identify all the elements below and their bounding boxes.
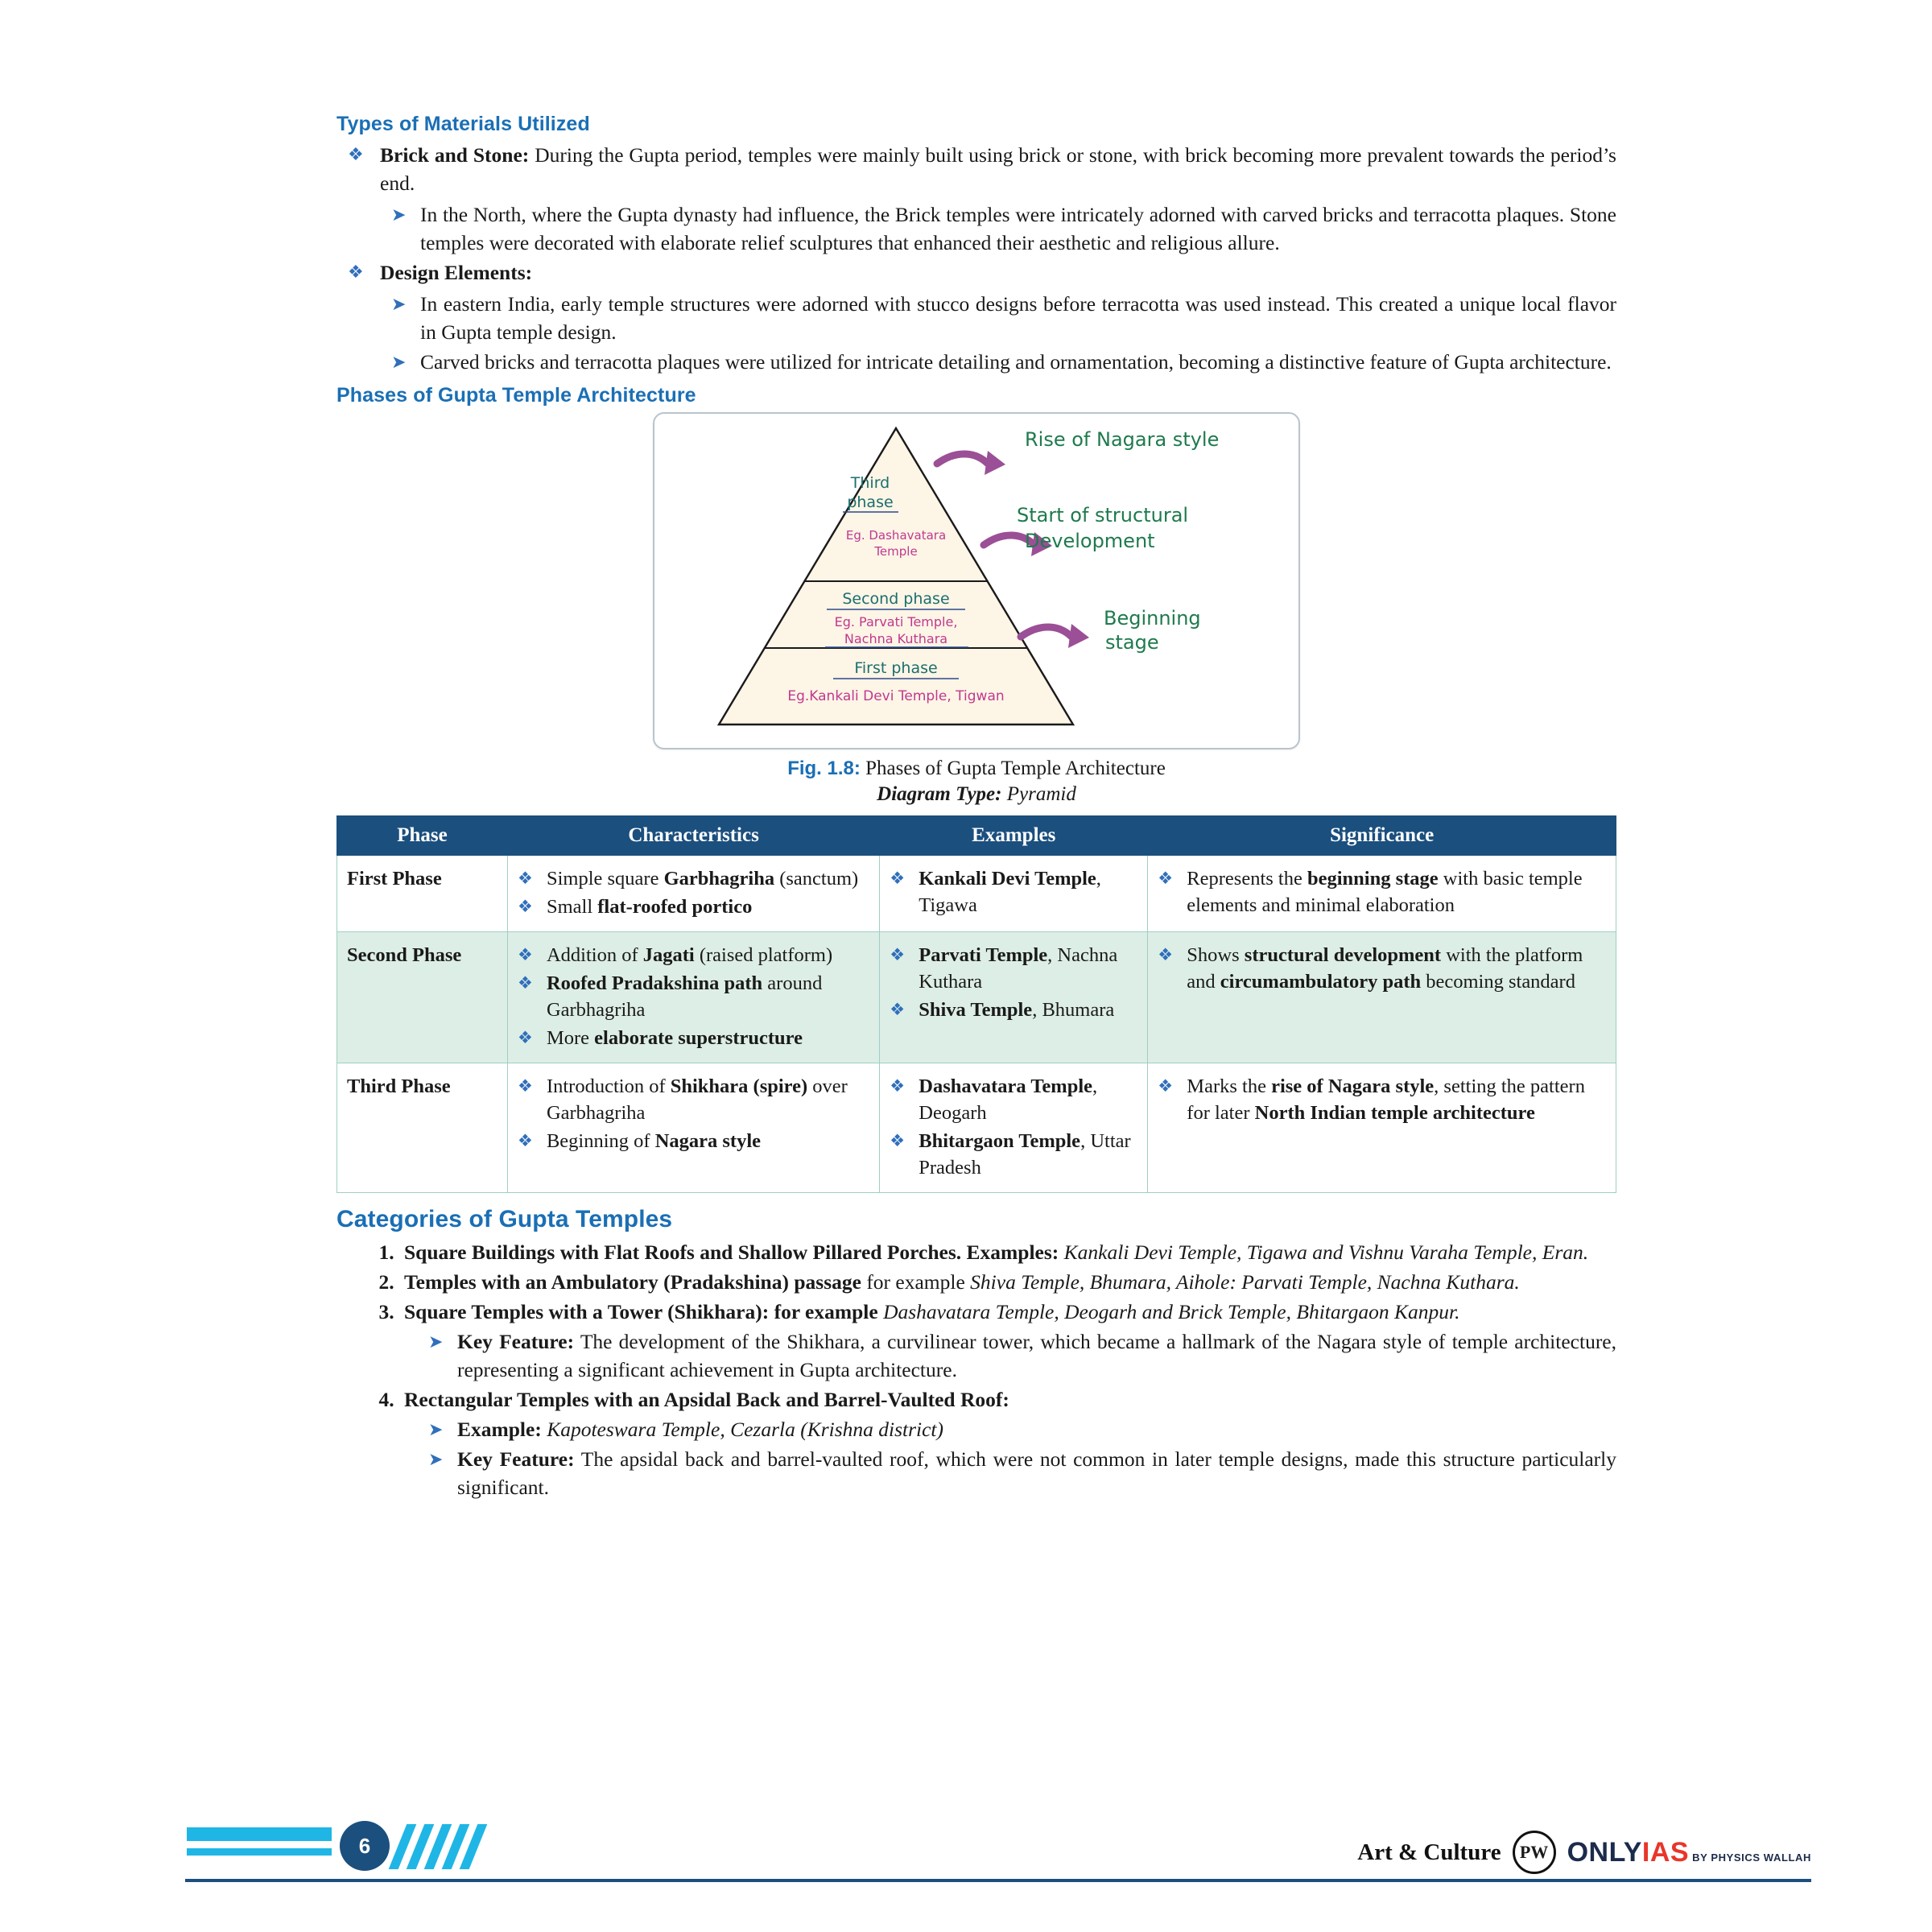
arrow-bullet-icon: ➤ xyxy=(428,1419,444,1439)
table-row xyxy=(337,1063,1616,1193)
table-cell-examples xyxy=(880,1063,1148,1193)
list-item-lead: Square Temples with a Tower (Shikhara): for example xyxy=(404,1300,878,1323)
arrow-bullet-icon: ➤ xyxy=(428,1449,444,1469)
page-content xyxy=(336,113,1616,1503)
figure-diagram-type xyxy=(336,783,1616,806)
cell-text: with the platform and xyxy=(1187,944,1583,993)
cell-text: Shows xyxy=(1187,944,1245,966)
list-item-italic: Kankali Devi Temple, Tigawa and Vishnu Varaha Temple, Eran. xyxy=(1059,1241,1589,1264)
list-item xyxy=(336,348,1616,376)
list-item-text xyxy=(457,1445,1616,1501)
cell-text: with basic temple elements and minimal elaboration xyxy=(1187,868,1583,916)
list-item-lead: Brick and Stone: xyxy=(380,143,530,167)
list-item-italic: Dashavatara Temple, Deogarh and Brick Temple, Bhitargaon Kanpur. xyxy=(877,1300,1460,1323)
svg-text:Eg.Kankali Devi Temple, Tigwan: Eg.Kankali Devi Temple, Tigwan xyxy=(787,688,1005,704)
diamond-bullet-icon: ❖ xyxy=(1158,869,1174,888)
diamond-bullet-icon: ❖ xyxy=(348,144,364,164)
diamond-bullet-icon: ❖ xyxy=(890,1131,906,1150)
footer-subject: Art & Culture xyxy=(1357,1839,1501,1865)
svg-text:Nachna Kuthara: Nachna Kuthara xyxy=(844,631,948,646)
list-item-lead: Design Elements: xyxy=(380,261,533,284)
cell-text-bold: elaborate superstructure xyxy=(594,1027,803,1049)
cell-text: Beginning of xyxy=(546,1130,655,1152)
table-header-significance: Significance xyxy=(1148,816,1616,856)
cell-text: , Nachna Kuthara xyxy=(919,944,1118,993)
cell-text: , Tigawa xyxy=(919,868,1101,916)
table-cell-characteristics xyxy=(507,1063,879,1193)
cell-text: , Deogarh xyxy=(919,1075,1098,1124)
diamond-bullet-icon: ❖ xyxy=(348,262,364,282)
sub-lead: Key Feature: xyxy=(457,1330,575,1353)
table-cell-significance xyxy=(1148,1063,1616,1193)
list-item-text: In the North, where the Gupta dynasty had influence, the Brick temples were intricately adorned with carved bricks and terracotta plaques. Stone temples were decorated with elaborate relief sculptures that enhanced their aesthetic and religious allure. xyxy=(420,203,1616,254)
pyramid-annotation-second: Start of structural xyxy=(1017,504,1189,526)
svg-text:phase: phase xyxy=(847,493,894,511)
diamond-bullet-icon: ❖ xyxy=(517,945,533,964)
diamond-bullet-icon: ❖ xyxy=(517,1028,533,1047)
list-item-text: In eastern India, early temple structures were adorned with stucco designs before terracotta was used instead. This created a unique local flavor in Gupta temple design. xyxy=(420,292,1616,344)
phases-table xyxy=(336,815,1616,1193)
table-cell-characteristics xyxy=(507,932,879,1063)
cell-text: over Garbhagriha xyxy=(546,1075,848,1124)
pyramid-annotation-first: Beginning xyxy=(1104,607,1201,630)
diamond-bullet-icon: ❖ xyxy=(517,1131,533,1150)
cell-text: Marks the xyxy=(1187,1075,1272,1097)
list-item xyxy=(404,1415,1616,1443)
cell-text-bold: Roofed Pradakshina path xyxy=(546,972,763,994)
table-header-characteristics: Characteristics xyxy=(507,816,879,856)
list-item xyxy=(399,1268,1616,1296)
list-item-text xyxy=(380,141,1616,197)
diamond-bullet-icon: ❖ xyxy=(517,1076,533,1096)
diamond-bullet-icon: ❖ xyxy=(890,869,906,888)
onlyias-logo xyxy=(1567,1839,1811,1866)
cell-text: becoming standard xyxy=(1421,971,1575,993)
sub-text-italic: Kapoteswara Temple, Cezarla (Krishna district) xyxy=(541,1418,944,1441)
cell-text: (raised platform) xyxy=(694,944,833,966)
cell-text: around Garbhagriha xyxy=(546,972,823,1021)
list-item xyxy=(336,290,1616,346)
table-cell-significance xyxy=(1148,856,1616,932)
diamond-bullet-icon: ❖ xyxy=(517,973,533,993)
diamond-bullet-icon: ❖ xyxy=(1158,945,1174,964)
footer-bar-bottom xyxy=(187,1848,332,1856)
cell-text: Simple square xyxy=(546,868,664,890)
list-item-body: for example xyxy=(861,1270,971,1294)
table-cell-phase: First Phase xyxy=(337,856,508,932)
cell-text: (sanctum) xyxy=(774,868,859,890)
cell-text-bold: Jagati xyxy=(642,944,695,966)
figure-caption xyxy=(336,758,1616,780)
diamond-bullet-icon: ❖ xyxy=(1158,1076,1174,1096)
table-header-row xyxy=(337,816,1616,856)
svg-text:Second phase: Second phase xyxy=(842,590,950,608)
list-item xyxy=(404,1327,1616,1384)
table-cell-examples xyxy=(880,932,1148,1063)
table-header-phase: Phase xyxy=(337,816,508,856)
footer-brand xyxy=(1357,1831,1811,1874)
cell-text-bold: beginning stage xyxy=(1307,868,1439,890)
cell-text: , setting the pattern for later xyxy=(1187,1075,1585,1124)
table-row xyxy=(337,932,1616,1063)
list-item-text xyxy=(457,1415,1616,1443)
list-item xyxy=(399,1238,1616,1266)
cell-text: Addition of xyxy=(546,944,643,966)
cell-text: Small xyxy=(546,896,598,918)
diamond-bullet-icon: ❖ xyxy=(890,945,906,964)
footer-divider xyxy=(185,1879,1811,1882)
cell-text-bold: Kankali Devi Temple xyxy=(919,868,1096,890)
svg-text:Third: Third xyxy=(850,474,890,492)
brand-tagline: BY PHYSICS WALLAH xyxy=(1692,1852,1811,1864)
sub-lead: Example: xyxy=(457,1418,542,1441)
list-item xyxy=(336,141,1616,197)
brand-name-part1: ONLY xyxy=(1567,1837,1642,1868)
cell-text-bold: North Indian temple architecture xyxy=(1254,1102,1535,1124)
pyramid-figure xyxy=(653,412,1300,749)
footer-slash-decoration xyxy=(398,1824,494,1869)
list-item-text xyxy=(457,1327,1616,1384)
cell-text-bold: circumambulatory path xyxy=(1220,971,1422,993)
arrow-bullet-icon: ➤ xyxy=(391,352,407,372)
figure-caption-text: Phases of Gupta Temple Architecture xyxy=(860,758,1166,779)
svg-text:First phase: First phase xyxy=(854,659,938,677)
arrow-bullet-icon: ➤ xyxy=(428,1331,444,1352)
arrow-bullet-icon: ➤ xyxy=(391,294,407,314)
cell-text: Introduction of xyxy=(546,1075,671,1097)
arrow-bullet-icon: ➤ xyxy=(391,204,407,225)
pyramid-annotation-third: Rise of Nagara style xyxy=(1025,428,1220,451)
list-item-lead: Temples with an Ambulatory (Pradakshina) passage xyxy=(404,1270,861,1294)
list-item xyxy=(399,1298,1616,1384)
list-item-body: During the Gupta period, temples were mainly built using brick or stone, with brick becoming more prevalent towards the period’s end. xyxy=(380,143,1616,195)
brand-name-part2: IAS xyxy=(1641,1837,1690,1868)
diagram-type-label: Diagram Type: xyxy=(877,783,1002,805)
diamond-bullet-icon: ❖ xyxy=(517,897,533,916)
list-item-text: Carved bricks and terracotta plaques were utilized for intricate detailing and ornamentation, becoming a distinctive feature of Gupta architecture. xyxy=(420,350,1612,374)
pw-logo-icon: PW xyxy=(1513,1831,1556,1874)
section-heading-categories: Categories of Gupta Temples xyxy=(336,1206,673,1232)
diamond-bullet-icon: ❖ xyxy=(890,1076,906,1096)
svg-text:Temple: Temple xyxy=(874,544,918,559)
cell-text-bold: Shiva Temple xyxy=(919,999,1033,1021)
cell-text-bold: Parvati Temple xyxy=(919,944,1048,966)
section-heading-phases: Phases of Gupta Temple Architecture xyxy=(336,384,696,407)
table-cell-examples xyxy=(880,856,1148,932)
figure-container xyxy=(336,412,1616,749)
cell-text-bold: structural development xyxy=(1244,944,1442,966)
table-row xyxy=(337,856,1616,932)
cell-text: , Bhumara xyxy=(1032,999,1115,1021)
diamond-bullet-icon: ❖ xyxy=(517,869,533,888)
table-cell-phase: Third Phase xyxy=(337,1063,508,1193)
svg-text:Eg. Dashavatara: Eg. Dashavatara xyxy=(845,528,947,543)
page-footer xyxy=(0,1811,1932,1932)
page-number-group xyxy=(187,1823,452,1872)
svg-text:stage: stage xyxy=(1105,631,1159,654)
cell-text-bold: rise of Nagara style xyxy=(1271,1075,1435,1097)
table-cell-characteristics xyxy=(507,856,879,932)
pyramid-diagram xyxy=(654,414,1295,745)
table-cell-phase: Second Phase xyxy=(337,932,508,1063)
list-item-text xyxy=(380,258,1616,287)
list-item-lead: Rectangular Temples with an Apsidal Back and Barrel-Vaulted Roof: xyxy=(404,1388,1009,1411)
cell-text: , Uttar Pradesh xyxy=(919,1130,1131,1179)
list-item-italic: Shiva Temple, Bhumara, Aihole: Parvati Temple, Nachna Kuthara. xyxy=(970,1270,1520,1294)
list-item-lead: Square Buildings with Flat Roofs and Shallow Pillared Porches. Examples: xyxy=(404,1241,1059,1264)
diamond-bullet-icon: ❖ xyxy=(890,1000,906,1019)
list-item xyxy=(336,200,1616,257)
section-heading-materials: Types of Materials Utilized xyxy=(336,113,590,135)
page-number: 6 xyxy=(340,1821,390,1871)
cell-text-bold: Dashavatara Temple xyxy=(919,1075,1093,1097)
table-cell-significance xyxy=(1148,932,1616,1063)
sub-text: The apsidal back and barrel-vaulted roof, which were not common in later temple designs, made this structure particularly significant. xyxy=(457,1447,1616,1499)
svg-text:Eg. Parvati Temple,: Eg. Parvati Temple, xyxy=(834,614,958,630)
svg-text:Development: Development xyxy=(1025,530,1155,552)
diagram-type-value: Pyramid xyxy=(1001,783,1076,805)
cell-text: Represents the xyxy=(1187,868,1307,890)
list-item xyxy=(404,1445,1616,1501)
cell-text-bold: Garbhagriha xyxy=(663,868,775,890)
cell-text-bold: Nagara style xyxy=(654,1130,762,1152)
cell-text-bold: Bhitargaon Temple xyxy=(919,1130,1081,1152)
sub-lead: Key Feature: xyxy=(457,1447,575,1471)
categories-list xyxy=(336,1238,1616,1501)
list-item xyxy=(399,1385,1616,1501)
sub-text: The development of the Shikhara, a curvilinear tower, which became a hallmark of the Nagara style of temple architecture, representing a significant achievement in Gupta architecture. xyxy=(457,1330,1617,1381)
cell-text-bold: Shikhara (spire) xyxy=(670,1075,808,1097)
list-item xyxy=(336,258,1616,287)
cell-text-bold: flat-roofed portico xyxy=(597,896,753,918)
cell-text: More xyxy=(546,1027,595,1049)
footer-bar-top xyxy=(187,1827,332,1841)
table-header-examples: Examples xyxy=(880,816,1148,856)
figure-caption-label: Fig. 1.8: xyxy=(787,758,861,779)
